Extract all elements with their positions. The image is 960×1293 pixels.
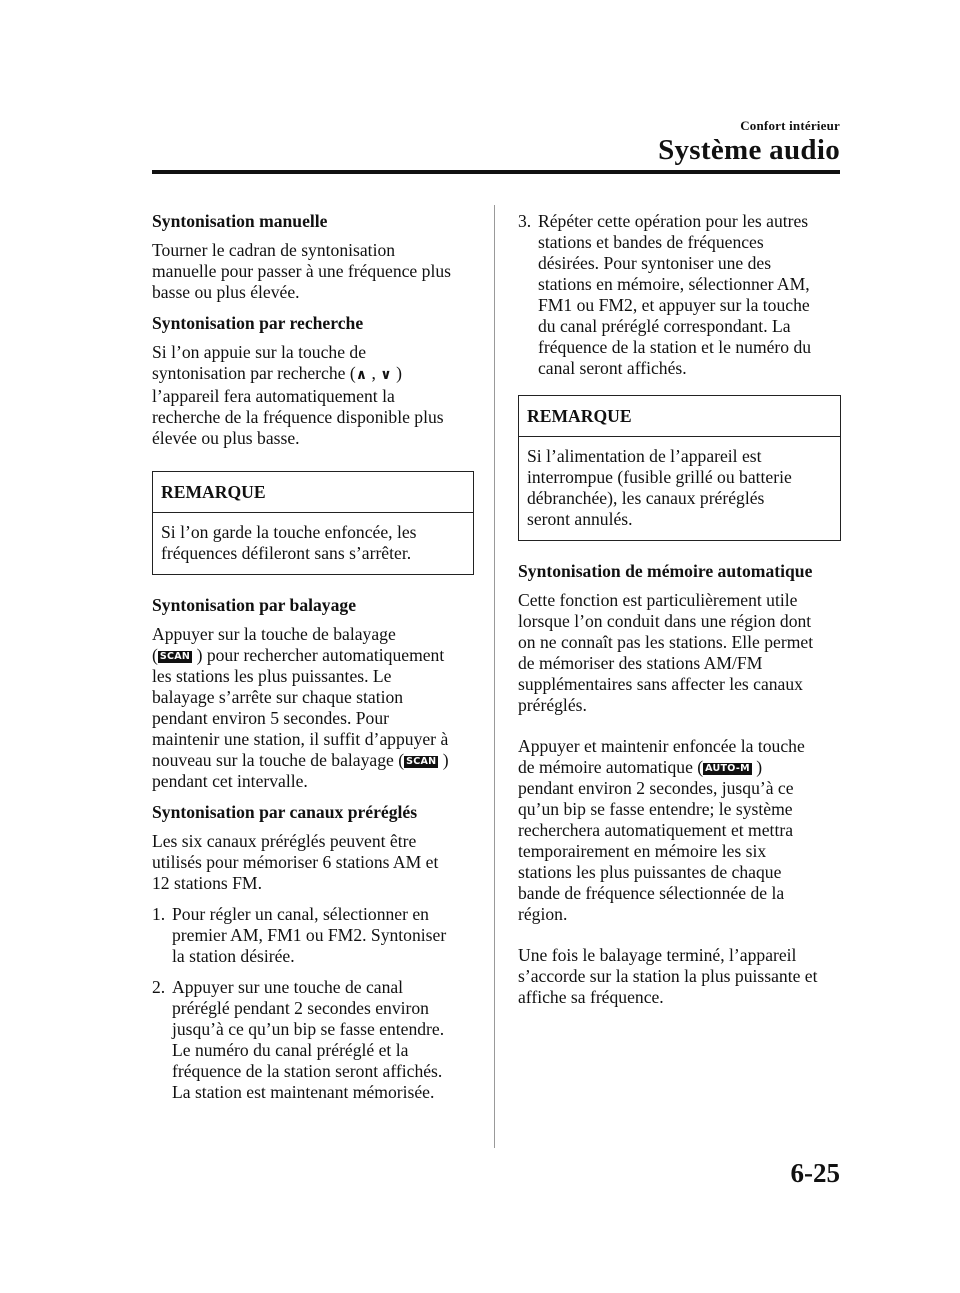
preset-tuning-heading: Syntonisation par canaux préréglés [152,802,418,822]
seek-tuning-heading: Syntonisation par recherche [152,313,364,333]
seek-tuning-text: Si l’on appuie sur la touche de syntonisation par recherche (∧ , ∨ ) l’appareil fera automatiquement la recherche de la fréquence disponible plus élevée ou plus basse. [152,342,444,448]
column-divider [494,205,495,1148]
seek-up-icon: ∧ [355,367,368,383]
seek-down-icon: ∨ [380,367,392,383]
note-title: REMARQUE [153,472,473,513]
note-box [518,395,841,541]
auto-memory-result: Une fois le balayage terminé, l’appareil s’accorde sur la station la plus puissante et affiche sa fréquence. [518,945,818,1007]
page-number: 6-25 [790,1158,840,1188]
manual-tuning-text: Tourner le cadran de syntonisation manuelle pour passer à une fréquence plus basse ou plus élevée. [152,240,451,302]
scan-tuning-text: Appuyer sur la touche de balayage ( SCAN ) pour rechercher automatiquement les stations les plus puissantes. Le balayage s’arrête sur chaque station pendant environ 5 secondes. Pour maintenir une station, il suffit d’appuyer à nouveau sur la touche de balayage ( SCAN ) pendant cet intervalle. [152,624,449,791]
scan-button-icon: SCAN [406,756,437,767]
scan-button-icon: SCAN [159,651,191,662]
auto-memory-heading: Syntonisation de mémoire automatique [518,561,813,581]
left-column [152,211,474,1113]
list-item: 3. Répéter cette opération pour les autres stations et bandes de fréquences désirées. Pour syntoniser une des stations en mémoire, sélectionner AM, FM1 ou FM2, et appuyer sur la touche du canal préréglé correspondant. La fréquence de la station et le numéro du canal seront affichés. [518,211,812,378]
manual-tuning-heading: Syntonisation manuelle [152,211,328,231]
right-column [518,211,841,1018]
note-text: Si l’on garde la touche enfoncée, les fréquences défileront sans s’arrêter. [161,522,417,563]
note-text: Si l’alimentation de l’appareil est interrompue (fusible grillé ou batterie débranchée), les canaux préréglés seront annulés. [527,446,792,529]
auto-memory-text: Cette fonction est particulièrement utile lorsque l’on conduit dans une région dont on ne connaît pas les stations. Elle permet de mémoriser des stations AM/FM supplémentaires sans affecter les canaux préréglés. [518,590,814,715]
preset-tuning-text: Les six canaux préréglés peuvent être utilisés pour mémoriser 6 stations AM et 12 stations FM. [152,831,439,893]
section-label: Confort intérieur [740,118,840,133]
note-box [152,471,474,575]
list-item: 2. Appuyer sur une touche de canal préréglé pendant 2 secondes environ jusqu’à ce qu’un bip se fasse entendre. Le numéro du canal préréglé et la fréquence de la station seront affichés. La station est maintenant mémorisée. [152,977,445,1102]
header-rule [152,170,840,174]
page-title: Système audio [658,134,840,166]
auto-m-button-icon: AUTO-M [705,763,750,774]
scan-tuning-heading: Syntonisation par balayage [152,595,357,615]
auto-memory-instructions: Appuyer et maintenir enfoncée la touche de mémoire automatique ( AUTO-M ) pendant environ 2 secondes, jusqu’à ce qu’un bip se fasse entendre; le système recherchera automatiquement et mettra temporairement en mémoire les six stations les plus puissantes de chaque bande de fréquence sélectionnée de la région. [518,736,805,924]
list-item: 1. Pour régler un canal, sélectionner en premier AM, FM1 ou FM2. Syntoniser la station désirée. [152,904,447,966]
note-title: REMARQUE [519,396,840,437]
